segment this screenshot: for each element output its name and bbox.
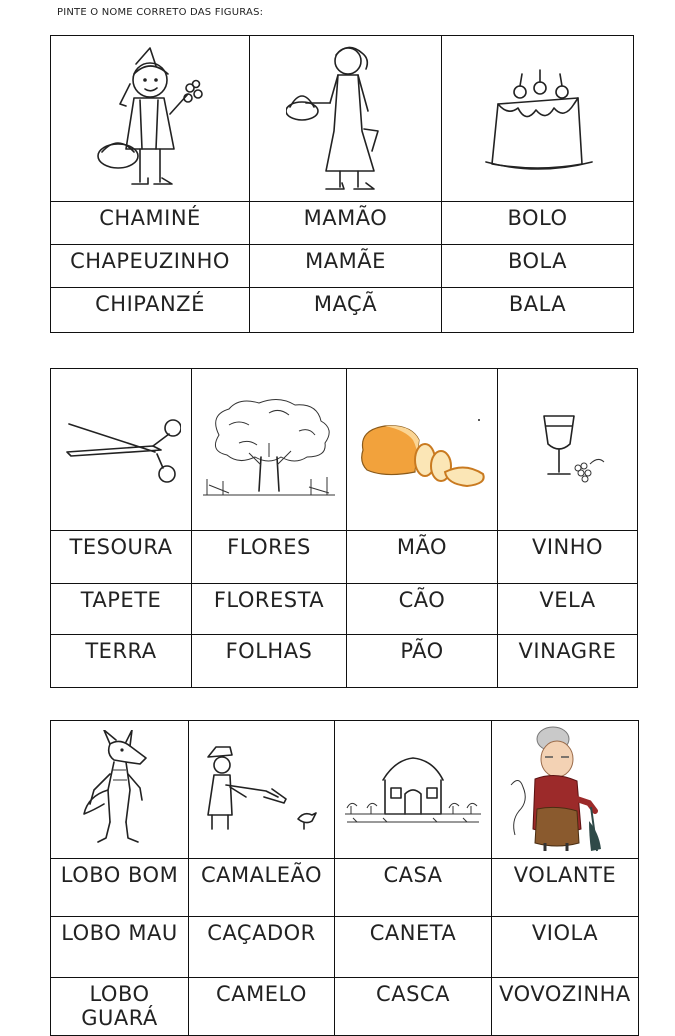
picture-cell [347, 369, 498, 531]
picture-cell [189, 721, 335, 859]
word-option[interactable]: PÃO [347, 635, 498, 688]
house-picture [343, 750, 483, 830]
scissors-picture [61, 410, 181, 490]
word-option[interactable]: LOBO GUARÁ [51, 978, 189, 1036]
picture-cell [51, 721, 189, 859]
word-option[interactable]: VINAGRE [498, 635, 638, 688]
wolf-picture [80, 730, 160, 850]
tree-picture [199, 395, 339, 505]
word-option[interactable]: CAMALEÃO [189, 859, 335, 917]
woman-with-basket-picture [286, 41, 406, 196]
word-option[interactable]: CAMELO [189, 978, 335, 1036]
picture-cell [51, 36, 250, 202]
word-option[interactable]: VIOLA [492, 917, 639, 978]
word-option[interactable]: CASCA [335, 978, 492, 1036]
word-option[interactable]: MAMÃO [250, 202, 442, 245]
word-option[interactable]: MAMÃE [250, 245, 442, 288]
word-option[interactable]: CHAMINÉ [51, 202, 250, 245]
picture-cell [51, 369, 192, 531]
word-option[interactable]: CAÇADOR [189, 917, 335, 978]
word-option[interactable]: VELA [498, 584, 638, 635]
picture-cell [492, 721, 639, 859]
picture-cell [192, 369, 347, 531]
grandmother-picture [505, 725, 625, 855]
worksheet-group-2 [50, 368, 638, 688]
word-option[interactable]: FLORES [192, 531, 347, 584]
girl-with-basket-picture [90, 44, 210, 194]
word-option[interactable]: CASA [335, 859, 492, 917]
word-option[interactable]: CHIPANZÉ [51, 288, 250, 333]
word-option[interactable]: BOLA [442, 245, 634, 288]
word-option[interactable]: CHAPEUZINHO [51, 245, 250, 288]
picture-cell [335, 721, 492, 859]
word-option[interactable]: LOBO BOM [51, 859, 189, 917]
wine-glass-picture [528, 410, 608, 490]
word-option[interactable]: MÃO [347, 531, 498, 584]
word-option[interactable]: CANETA [335, 917, 492, 978]
word-option[interactable]: CÃO [347, 584, 498, 635]
hunter-picture [202, 745, 322, 835]
picture-cell [498, 369, 638, 531]
word-option[interactable]: LOBO MAU [51, 917, 189, 978]
word-option[interactable]: TESOURA [51, 531, 192, 584]
word-option[interactable]: VOLANTE [492, 859, 639, 917]
bread-picture [355, 410, 490, 490]
cake-picture [478, 64, 598, 174]
picture-cell [442, 36, 634, 202]
word-option[interactable]: FLORESTA [192, 584, 347, 635]
word-option[interactable]: TAPETE [51, 584, 192, 635]
word-option[interactable]: TERRA [51, 635, 192, 688]
instruction-text: PINTE O NOME CORRETO DAS FIGURAS: [57, 7, 264, 18]
word-option[interactable]: BALA [442, 288, 634, 333]
worksheet-group-1 [50, 35, 634, 333]
worksheet-group-3 [50, 720, 639, 1036]
word-option[interactable]: VOVOZINHA [492, 978, 639, 1036]
word-option[interactable]: VINHO [498, 531, 638, 584]
word-option[interactable]: FOLHAS [192, 635, 347, 688]
word-option[interactable]: BOLO [442, 202, 634, 245]
word-option[interactable]: MAÇÃ [250, 288, 442, 333]
picture-cell [250, 36, 442, 202]
